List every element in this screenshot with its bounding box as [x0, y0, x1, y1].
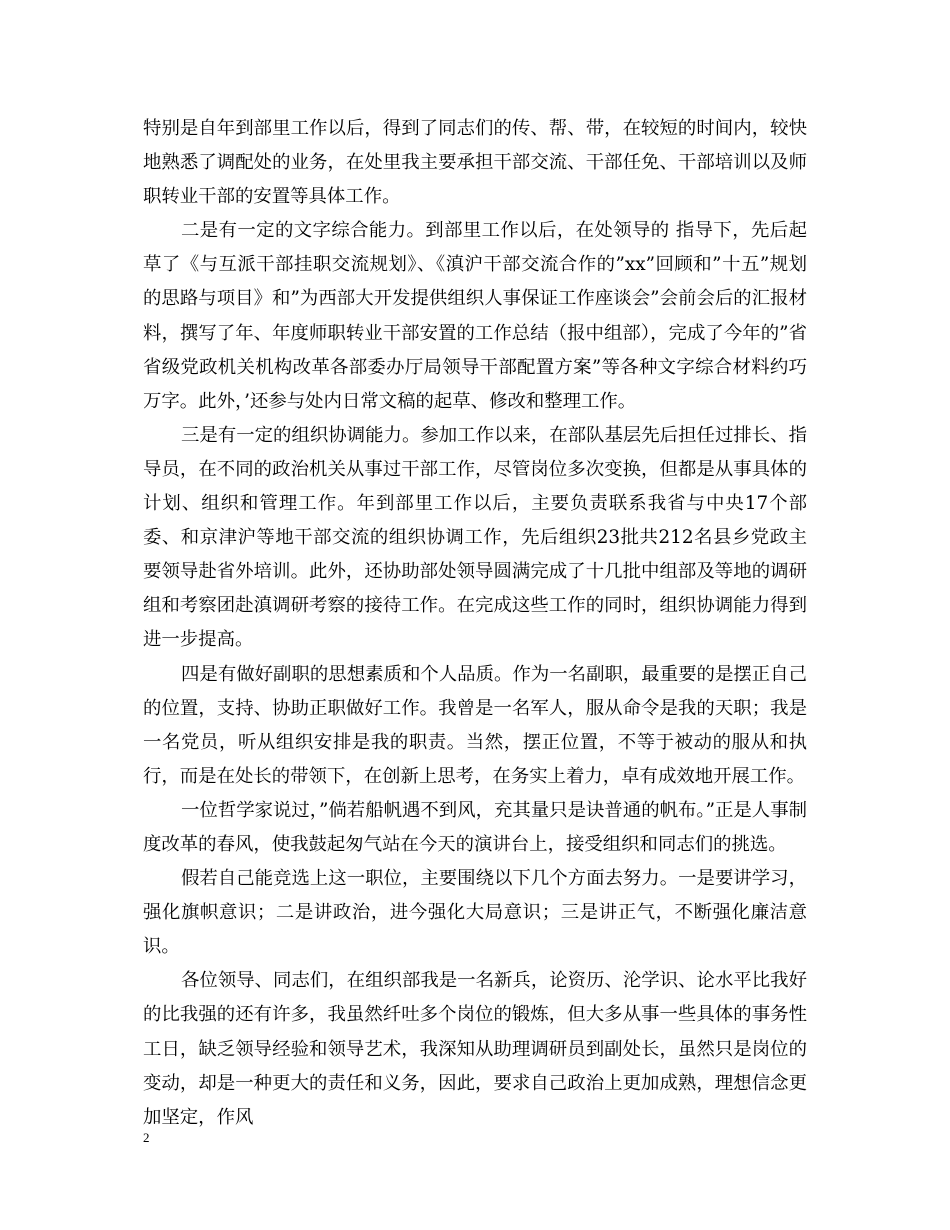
- paragraph-4: 四是有做好副职的思想素质和个人品质。作为一名副职，最重要的是摆正自己的位置，支持、协助正职做好工作。我曾是一名军人，服从命令是我的天职；我是一名党员，听从组织安排是我的职责。当然，摆正位置，不等于被动的服从和执行，而是在处长的带领下，在创新上思考，在务实上着力，卓有成效地开展工作。: [143, 663, 807, 787]
- paragraph-2: 二是有一定的文字综合能力。到部里工作以后，在处领导的 指导下，先后起草了《与互派干部挂职交流规划》、《滇沪干部交流合作的”xx”回顾和”十五”规划的思路与项目》和”为西部大开发提供组织人事保证工作座谈会”会前会后的汇报材料，撰写了年、年度师职转业干部安置的工作总结（报中组部），完成了今年的”省省级党政机关机构改革各部委办厅局领导干部配置方案”等各种文字综合材料约巧万字。此外，’还参与处内日常文稿的起草、修改和整理工作。: [143, 220, 807, 412]
- body-text: [143, 112, 807, 1135]
- paragraph-6: 假若自己能竞选上这一职位，主要围绕以下几个方面去努力。一是要讲学习，强化旗帜意识；二是讲政治，进今强化大局意识；三是讲正气，不断强化廉洁意识。: [143, 868, 807, 958]
- page-number: 2: [143, 1130, 150, 1145]
- paragraph-5: 一位哲学家说过，”倘若船帆遇不到风，充其量只是诀普通的帆布。”正是人事制度改革的春风，使我鼓起匆气站在今天的演讲台上，接受组织和同志们的挑选。: [143, 799, 807, 855]
- paragraph-7: 各位领导、同志们，在组织部我是一名新兵，论资历、沦学识、论水平比我好的比我强的还有许多，我虽然纤吐多个岗位的锻炼，但大多从事一些具体的事务性工日，缺乏领导经验和领导艺术，我深知从助理调研员到副处长，虽然只是岗位的变动，却是一种更大的责任和义务，因此，要求自己政治上更加成熟，理想信念更加坚定，作风: [143, 970, 807, 1128]
- paragraph-1: 特别是自年到部里工作以后，得到了同志们的传、帮、带，在较短的时间内，较快地熟悉了调配处的业务，在处里我主要承担干部交流、干部任免、干部培训以及师职转业干部的安置等具体工作。: [143, 118, 807, 208]
- paragraph-3: 三是有一定的组织协调能力。参加工作以来，在部队基层先后担任过排长、指导员，在不同的政治机关从事过干部工作，尽管岗位多次变换，但都是从事具体的计划、组织和管理工作。年到部里工作以后，主要负责联系我省与中央17个部委、和京津沪等地干部交流的组织协调工作，先后组织23批共212名县乡党政主要领导赴省外培训。此外，还协助部处领导圆满完成了十几批中组部及等地的调研组和考察团赴滇调研考察的接待工作。在完成这些工作的同时，组织协调能力得到进一步提高。: [143, 424, 807, 651]
